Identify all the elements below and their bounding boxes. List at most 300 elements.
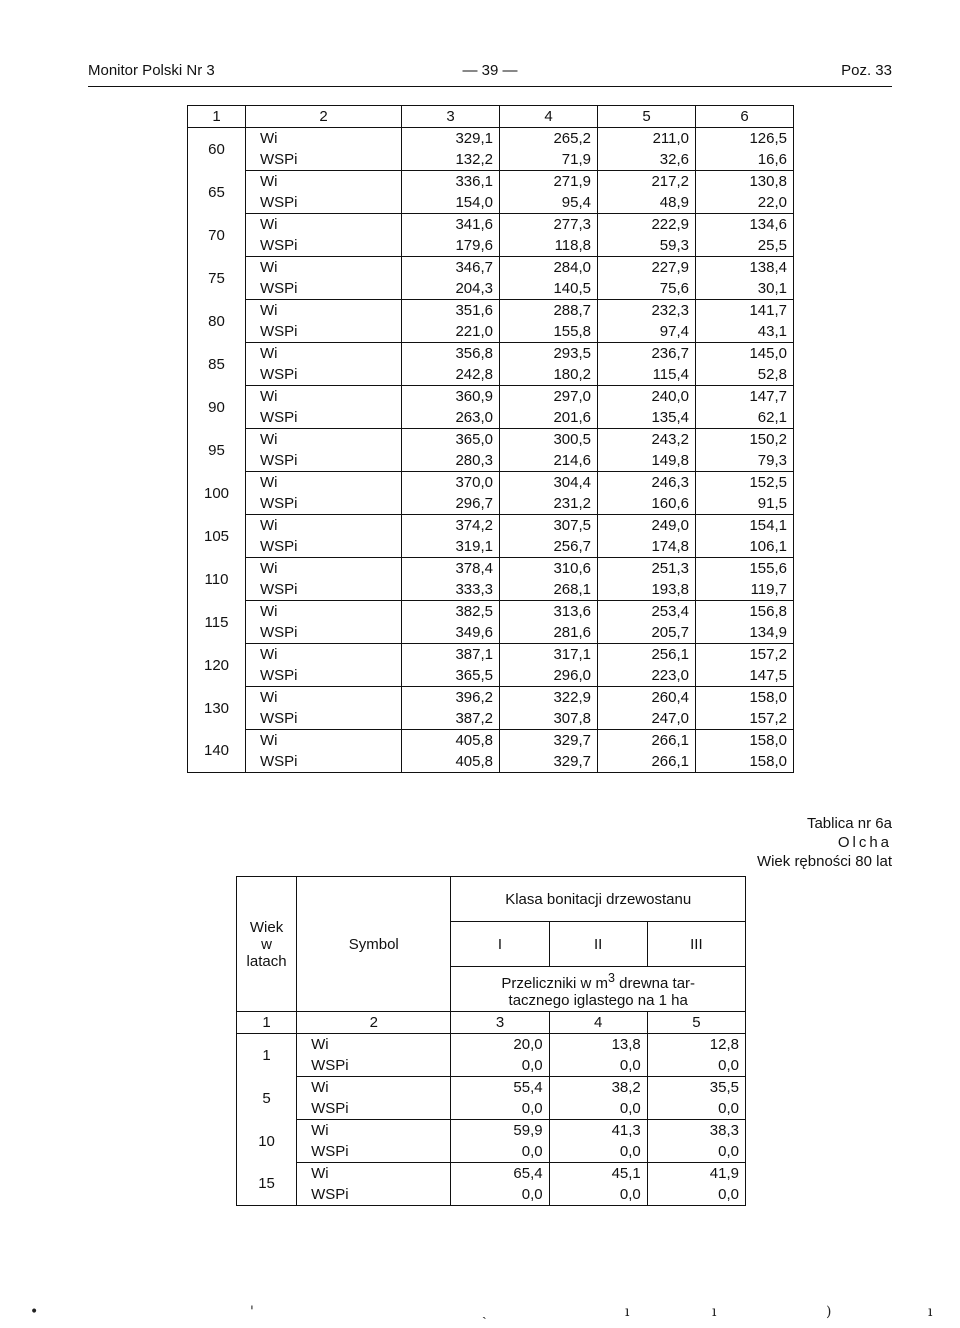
scan-speck: ı [712, 1304, 717, 1320]
value-cell: 221,0 [402, 321, 500, 343]
value-cell: 284,0 [500, 257, 598, 279]
value-cell: 307,8 [500, 708, 598, 730]
age-cell: 85 [188, 343, 246, 386]
table-row [188, 751, 794, 773]
page-header [88, 62, 892, 87]
symbol-cell: Wi [246, 429, 402, 451]
value-cell: 322,9 [500, 687, 598, 709]
table-row [188, 622, 794, 644]
scan-speck: ꞌ [250, 1304, 254, 1320]
value-cell: 307,5 [500, 515, 598, 537]
age-cell: 110 [188, 558, 246, 601]
value-cell: 256,7 [500, 536, 598, 558]
value-cell: 130,8 [696, 171, 794, 193]
value-cell: 59,3 [598, 235, 696, 257]
value-cell: 304,4 [500, 472, 598, 494]
table-row [188, 515, 794, 537]
value-cell: 52,8 [696, 364, 794, 386]
value-cell: 346,7 [402, 257, 500, 279]
column-number: 4 [500, 106, 598, 128]
value-cell: 296,7 [402, 493, 500, 515]
symbol-cell: WSPi [297, 1184, 451, 1206]
symbol-cell: Wi [246, 515, 402, 537]
value-cell: 138,4 [696, 257, 794, 279]
value-cell: 118,8 [500, 235, 598, 257]
value-cell: 95,4 [500, 192, 598, 214]
symbol-cell: WSPi [246, 622, 402, 644]
value-cell: 405,8 [402, 730, 500, 752]
symbol-cell: WSPi [246, 149, 402, 171]
age-group [188, 515, 794, 558]
value-cell: 16,6 [696, 149, 794, 171]
symbol-cell: Wi [246, 171, 402, 193]
age-group [188, 429, 794, 472]
value-cell: 296,0 [500, 665, 598, 687]
table-row [237, 1163, 746, 1185]
symbol-cell: WSPi [246, 536, 402, 558]
age-group [188, 558, 794, 601]
value-cell: 41,3 [549, 1120, 647, 1142]
age-group [188, 343, 794, 386]
symbol-cell: Wi [246, 300, 402, 322]
value-cell: 217,2 [598, 171, 696, 193]
age-cell: 60 [188, 128, 246, 171]
value-cell: 405,8 [402, 751, 500, 773]
table-row [188, 665, 794, 687]
value-cell: 0,0 [451, 1141, 549, 1163]
scan-speck: ı [625, 1304, 630, 1320]
value-cell: 263,0 [402, 407, 500, 429]
value-cell: 141,7 [696, 300, 794, 322]
value-cell: 227,9 [598, 257, 696, 279]
value-cell: 277,3 [500, 214, 598, 236]
symbol-cell: Wi [246, 257, 402, 279]
symbol-cell: WSPi [246, 278, 402, 300]
value-cell: 223,0 [598, 665, 696, 687]
age-cell: 65 [188, 171, 246, 214]
table-row [188, 343, 794, 365]
age-group [188, 687, 794, 730]
value-cell: 365,5 [402, 665, 500, 687]
value-cell: 97,4 [598, 321, 696, 343]
value-cell: 201,6 [500, 407, 598, 429]
value-cell: 30,1 [696, 278, 794, 300]
table-row [188, 429, 794, 451]
value-cell: 154,0 [402, 192, 500, 214]
age-cell: 140 [188, 730, 246, 773]
value-cell: 62,1 [696, 407, 794, 429]
table-row [188, 536, 794, 558]
rotation-age: Wiek rębności 80 lat [756, 853, 892, 870]
column-number: 5 [647, 1012, 745, 1034]
symbol-cell: Wi [297, 1120, 451, 1142]
value-cell: 370,0 [402, 472, 500, 494]
symbol-cell: WSPi [246, 321, 402, 343]
value-cell: 91,5 [696, 493, 794, 515]
value-cell: 242,8 [402, 364, 500, 386]
value-cell: 243,2 [598, 429, 696, 451]
value-cell: 134,6 [696, 214, 794, 236]
age-cell: 95 [188, 429, 246, 472]
value-cell: 349,6 [402, 622, 500, 644]
value-cell: 22,0 [696, 192, 794, 214]
age-cell: 1 [237, 1034, 297, 1077]
value-cell: 387,2 [402, 708, 500, 730]
symbol-cell: WSPi [246, 579, 402, 601]
value-cell: 329,7 [500, 751, 598, 773]
symbol-cell: WSPi [246, 364, 402, 386]
table-row [188, 278, 794, 300]
age-group [188, 644, 794, 687]
value-cell: 268,1 [500, 579, 598, 601]
table-row [188, 450, 794, 472]
value-cell: 374,2 [402, 515, 500, 537]
value-cell: 0,0 [647, 1055, 745, 1077]
scan-speck: ) [826, 1304, 832, 1320]
value-cell: 115,4 [598, 364, 696, 386]
value-cell: 140,5 [500, 278, 598, 300]
value-cell: 150,2 [696, 429, 794, 451]
symbol-cell: Wi [246, 343, 402, 365]
age-cell: 105 [188, 515, 246, 558]
table-row [188, 128, 794, 150]
column-number: 2 [246, 106, 402, 128]
value-cell: 293,5 [500, 343, 598, 365]
age-cell: 100 [188, 472, 246, 515]
value-cell: 247,0 [598, 708, 696, 730]
page-number: — 39 — [462, 62, 518, 79]
value-cell: 0,0 [549, 1184, 647, 1206]
value-cell: 382,5 [402, 601, 500, 623]
age-header-line: Wiek [249, 918, 284, 936]
column-number: 3 [402, 106, 500, 128]
symbol-cell: Wi [246, 472, 402, 494]
value-cell: 265,2 [500, 128, 598, 150]
symbol-cell: Wi [246, 386, 402, 408]
value-cell: 43,1 [696, 321, 794, 343]
table-caption [757, 814, 892, 871]
scan-speck: ı [928, 1304, 933, 1320]
value-cell: 0,0 [647, 1184, 745, 1206]
age-group [188, 730, 794, 773]
conversion-text: drewna tar- [615, 974, 696, 992]
value-cell: 38,3 [647, 1120, 745, 1142]
table-row [188, 407, 794, 429]
value-cell: 387,1 [402, 644, 500, 666]
value-cell: 0,0 [451, 1184, 549, 1206]
value-cell: 41,9 [647, 1163, 745, 1185]
value-cell: 365,0 [402, 429, 500, 451]
value-cell: 147,5 [696, 665, 794, 687]
symbol-cell: WSPi [297, 1055, 451, 1077]
table-row [188, 644, 794, 666]
value-cell: 134,9 [696, 622, 794, 644]
table-row [188, 171, 794, 193]
age-group [237, 1034, 746, 1077]
table-row [188, 579, 794, 601]
value-cell: 333,3 [402, 579, 500, 601]
value-cell: 65,4 [451, 1163, 549, 1185]
value-cell: 396,2 [402, 687, 500, 709]
value-cell: 205,7 [598, 622, 696, 644]
value-cell: 317,1 [500, 644, 598, 666]
value-cell: 132,2 [402, 149, 500, 171]
column-number: 3 [451, 1012, 549, 1034]
value-cell: 32,6 [598, 149, 696, 171]
column-number-row [188, 106, 794, 128]
age-group [188, 386, 794, 429]
value-cell: 256,1 [598, 644, 696, 666]
value-cell: 135,4 [598, 407, 696, 429]
table-row [237, 1120, 746, 1142]
table-row [188, 300, 794, 322]
value-cell: 280,3 [402, 450, 500, 472]
age-group [188, 214, 794, 257]
header-row [237, 877, 746, 922]
value-cell: 0,0 [647, 1098, 745, 1120]
age-cell: 120 [188, 644, 246, 687]
symbol-cell: Wi [297, 1077, 451, 1099]
value-cell: 157,2 [696, 708, 794, 730]
column-number: 5 [598, 106, 696, 128]
table-row [188, 386, 794, 408]
value-cell: 149,8 [598, 450, 696, 472]
value-cell: 160,6 [598, 493, 696, 515]
table-row [188, 730, 794, 752]
value-cell: 25,5 [696, 235, 794, 257]
table-row [188, 214, 794, 236]
table-number: Tablica nr 6a [806, 815, 892, 832]
value-cell: 236,7 [598, 343, 696, 365]
value-cell: 45,1 [549, 1163, 647, 1185]
symbol-cell: Wi [246, 214, 402, 236]
conversion-table [236, 876, 746, 1206]
value-cell: 351,6 [402, 300, 500, 322]
table-row [188, 493, 794, 515]
conversion-header [451, 967, 746, 1012]
value-cell: 12,8 [647, 1034, 745, 1056]
age-header-line: latach [246, 952, 287, 970]
table-row [237, 1034, 746, 1056]
symbol-cell: WSPi [297, 1098, 451, 1120]
age-cell: 70 [188, 214, 246, 257]
value-cell: 266,1 [598, 751, 696, 773]
age-group [188, 171, 794, 214]
age-group [237, 1120, 746, 1163]
value-cell: 313,6 [500, 601, 598, 623]
table-row [188, 558, 794, 580]
age-cell: 75 [188, 257, 246, 300]
value-cell: 378,4 [402, 558, 500, 580]
table-row [188, 257, 794, 279]
value-cell: 214,6 [500, 450, 598, 472]
value-cell: 281,6 [500, 622, 598, 644]
value-cell: 147,7 [696, 386, 794, 408]
column-number: 1 [188, 106, 246, 128]
age-group [188, 300, 794, 343]
value-cell: 260,4 [598, 687, 696, 709]
value-cell: 249,0 [598, 515, 696, 537]
value-cell: 240,0 [598, 386, 696, 408]
value-cell: 288,7 [500, 300, 598, 322]
value-cell: 0,0 [549, 1098, 647, 1120]
value-cell: 154,1 [696, 515, 794, 537]
value-cell: 222,9 [598, 214, 696, 236]
value-cell: 251,3 [598, 558, 696, 580]
table-row [188, 364, 794, 386]
value-cell: 300,5 [500, 429, 598, 451]
value-cell: 126,5 [696, 128, 794, 150]
value-cell: 253,4 [598, 601, 696, 623]
value-cell: 106,1 [696, 536, 794, 558]
site-class-header: Klasa bonitacji drzewostanu [451, 877, 746, 922]
value-cell: 75,6 [598, 278, 696, 300]
conversion-header-line: tacznego iglastego na 1 ha [508, 991, 688, 1009]
table-row [188, 149, 794, 171]
symbol-cell: WSPi [246, 450, 402, 472]
value-cell: 55,4 [451, 1077, 549, 1099]
value-cell: 174,8 [598, 536, 696, 558]
symbol-cell: WSPi [297, 1141, 451, 1163]
table-row [188, 235, 794, 257]
value-cell: 360,9 [402, 386, 500, 408]
symbol-cell: Wi [297, 1163, 451, 1185]
conversion-text: Przeliczniki w m [501, 974, 609, 992]
value-cell: 246,3 [598, 472, 696, 494]
value-cell: 158,0 [696, 751, 794, 773]
table-row [188, 687, 794, 709]
value-cell: 232,3 [598, 300, 696, 322]
column-number: 2 [297, 1012, 451, 1034]
scan-speck: ˎ [482, 1304, 487, 1320]
class-header: III [647, 922, 745, 967]
value-cell: 0,0 [451, 1055, 549, 1077]
age-group [188, 472, 794, 515]
value-cell: 152,5 [696, 472, 794, 494]
conversion-header-line [451, 970, 745, 992]
column-number: 6 [696, 106, 794, 128]
value-cell: 79,3 [696, 450, 794, 472]
symbol-cell: Wi [246, 644, 402, 666]
table-row [188, 472, 794, 494]
age-group [188, 257, 794, 300]
table-row [188, 192, 794, 214]
age-group [237, 1077, 746, 1120]
continuation-table [187, 105, 794, 773]
value-cell: 297,0 [500, 386, 598, 408]
value-cell: 231,2 [500, 493, 598, 515]
age-group [188, 601, 794, 644]
value-cell: 35,5 [647, 1077, 745, 1099]
age-cell: 90 [188, 386, 246, 429]
symbol-cell: WSPi [246, 192, 402, 214]
value-cell: 0,0 [549, 1141, 647, 1163]
value-cell: 356,8 [402, 343, 500, 365]
symbol-cell: Wi [246, 730, 402, 752]
value-cell: 48,9 [598, 192, 696, 214]
table-row [237, 1055, 746, 1077]
symbol-cell: Wi [246, 687, 402, 709]
value-cell: 38,2 [549, 1077, 647, 1099]
class-header: II [549, 922, 647, 967]
table-row [188, 601, 794, 623]
value-cell: 13,8 [549, 1034, 647, 1056]
symbol-cell: Wi [246, 601, 402, 623]
value-cell: 157,2 [696, 644, 794, 666]
value-cell: 145,0 [696, 343, 794, 365]
value-cell: 180,2 [500, 364, 598, 386]
table-row [237, 1098, 746, 1120]
value-cell: 336,1 [402, 171, 500, 193]
symbol-cell: Wi [246, 128, 402, 150]
value-cell: 155,6 [696, 558, 794, 580]
value-cell: 193,8 [598, 579, 696, 601]
cubic-superscript: 3 [608, 970, 615, 985]
table-row [188, 321, 794, 343]
value-cell: 0,0 [451, 1098, 549, 1120]
value-cell: 119,7 [696, 579, 794, 601]
value-cell: 329,7 [500, 730, 598, 752]
value-cell: 341,6 [402, 214, 500, 236]
age-group [237, 1163, 746, 1206]
column-number: 4 [549, 1012, 647, 1034]
value-cell: 319,1 [402, 536, 500, 558]
value-cell: 179,6 [402, 235, 500, 257]
value-cell: 71,9 [500, 149, 598, 171]
value-cell: 310,6 [500, 558, 598, 580]
scan-speck: • [30, 1304, 39, 1320]
table-row [237, 1141, 746, 1163]
column-number: 1 [237, 1012, 297, 1034]
value-cell: 211,0 [598, 128, 696, 150]
symbol-cell: WSPi [246, 235, 402, 257]
symbol-cell: WSPi [246, 407, 402, 429]
value-cell: 204,3 [402, 278, 500, 300]
age-cell: 80 [188, 300, 246, 343]
value-cell: 156,8 [696, 601, 794, 623]
position-number: Poz. 33 [841, 62, 892, 79]
value-cell: 0,0 [647, 1141, 745, 1163]
age-cell: 115 [188, 601, 246, 644]
column-number-row [237, 1012, 746, 1034]
age-cell: 15 [237, 1163, 297, 1206]
species-name: Olcha [837, 834, 892, 851]
value-cell: 271,9 [500, 171, 598, 193]
age-group [188, 128, 794, 171]
table-row [188, 708, 794, 730]
value-cell: 158,0 [696, 730, 794, 752]
symbol-cell: WSPi [246, 493, 402, 515]
publication-title: Monitor Polski Nr 3 [88, 62, 215, 79]
value-cell: 329,1 [402, 128, 500, 150]
age-cell: 5 [237, 1077, 297, 1120]
age-cell: 10 [237, 1120, 297, 1163]
symbol-cell: WSPi [246, 708, 402, 730]
symbol-cell: WSPi [246, 665, 402, 687]
age-header-line: w [261, 935, 272, 953]
class-header: I [451, 922, 549, 967]
symbol-header: Symbol [297, 877, 451, 1012]
symbol-cell: Wi [297, 1034, 451, 1056]
value-cell: 59,9 [451, 1120, 549, 1142]
value-cell: 0,0 [549, 1055, 647, 1077]
value-cell: 155,8 [500, 321, 598, 343]
age-cell: 130 [188, 687, 246, 730]
symbol-cell: Wi [246, 558, 402, 580]
table-row [237, 1077, 746, 1099]
age-header [237, 877, 297, 1012]
symbol-cell: WSPi [246, 751, 402, 773]
